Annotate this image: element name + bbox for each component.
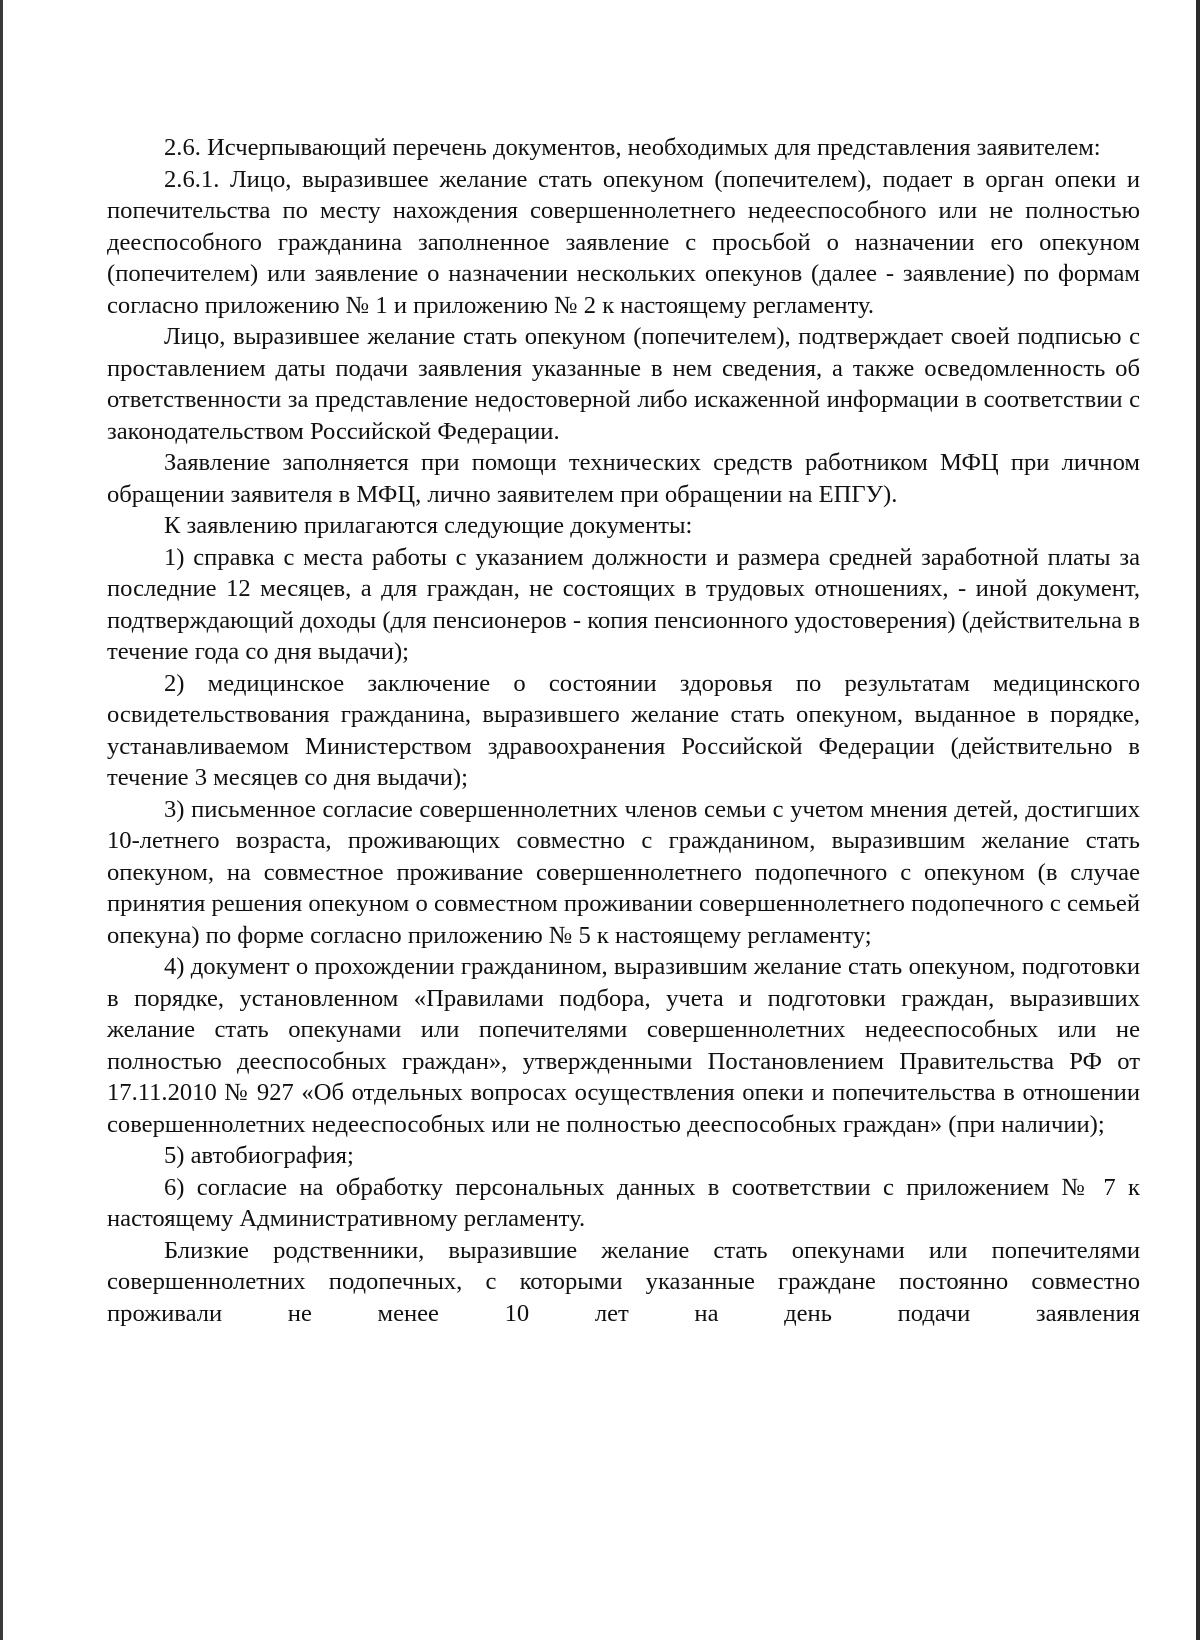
document-page: [107, 132, 1140, 1329]
list-item-6-data-consent: 6) согласие на обработку персональных данных в соответствии с приложением № 7 к настоящему Административному регламенту.: [107, 1173, 1140, 1232]
paragraph-attached-documents-intro: К заявлению прилагаются следующие документы:: [164, 512, 693, 539]
paragraph-2-6-heading: 2.6. Исчерпывающий перечень документов, необходимых для представления заявителем:: [164, 134, 1101, 161]
scan-edge-left: [0, 0, 3, 1640]
paragraph-close-relatives: Близкие родственники, выразившие желание стать опекунами или попечителями совершеннолетних подопечных, с которыми указанные граждане постоянно совместно проживали не менее 10 лет на день подачи заявления: [107, 1236, 1140, 1327]
paragraph-signature-confirmation: Лицо, выразившее желание стать опекуном (попечителем), подтверждает своей подписью с проставлением даты подачи заявления указанные в нем сведения, а также осведомленность об ответственности за представление недостоверной либо искаженной информации в соответствии с законодательством Российской Федерации.: [107, 323, 1140, 445]
scan-edge-right: [1196, 0, 1200, 1640]
paragraph-application-filling: Заявление заполняется при помощи технических средств работником МФЦ при личном обращении заявителя в МФЦ, лично заявителем при обращении на ЕПГУ).: [107, 449, 1140, 508]
list-item-5-autobiography: 5) автобиография;: [164, 1142, 354, 1169]
list-item-4-training-document: 4) документ о прохождении гражданином, выразившим желание стать опекуном, подготовки в порядке, установленном «Правилами подбора, учета и подготовки граждан, выразивших желание стать опекунами или попечителями совершеннолетних недееспособных или не полностью дееспособных граждан», утвержденными Постановлением Правительства РФ от 17.11.2010 № 927 «Об отдельных вопросах осуществления опеки и попечительства в отношении совершеннолетних недееспособных или не полностью дееспособных граждан» (при наличии);: [107, 953, 1140, 1138]
list-item-2-medical-report: 2) медицинское заключение о состоянии здоровья по результатам медицинского освидетельствования гражданина, выразившего желание стать опекуном, выданное в порядке, устанавливаемом Министерством здравоохранения Российской Федерации (действительно в течение 3 месяцев со дня выдачи);: [107, 669, 1140, 791]
paragraph-2-6-1: 2.6.1. Лицо, выразившее желание стать опекуном (попечителем), подает в орган опеки и попечительства по месту нахождения совершеннолетнего недееспособного или не полностью дееспособного гражданина заполненное заявление с просьбой о назначении его опекуном (попечителем) или заявление о назначении нескольких опекунов (далее - заявление) по формам согласно приложению № 1 и приложению № 2 к настоящему регламенту.: [107, 165, 1140, 319]
list-item-1-work-certificate: 1) справка с места работы с указанием должности и размера средней заработной платы за последние 12 месяцев, а для граждан, не состоящих в трудовых отношениях, - иной документ, подтверждающий доходы (для пенсионеров - копия пенсионного удостоверения) (действительна в течение года со дня выдачи);: [107, 543, 1140, 665]
list-item-3-family-consent: 3) письменное согласие совершеннолетних членов семьи с учетом мнения детей, достигших 10-летнего возраста, проживающих совместно с гражданином, выразившим желание стать опекуном, на совместное проживание совершеннолетнего подопечного с опекуном (в случае принятия решения опекуном о совместном проживании совершеннолетнего подопечного с семьей опекуна) по форме согласно приложению № 5 к настоящему регламенту;: [107, 795, 1140, 949]
